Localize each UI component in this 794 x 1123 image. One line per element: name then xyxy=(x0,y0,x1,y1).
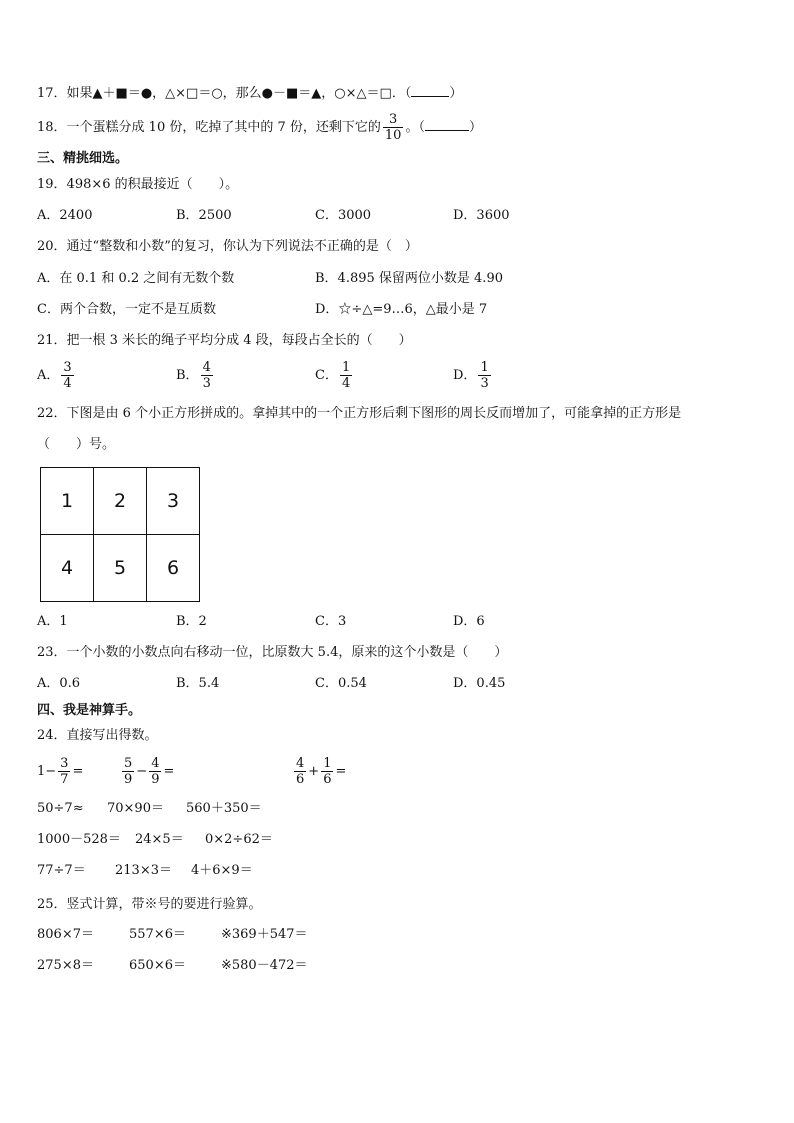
fraction: $\frac{5}{9}$ xyxy=(124,756,133,787)
grid-cell: 4 xyxy=(41,535,94,602)
option-d[interactable]: D．6 xyxy=(453,614,485,629)
question-24-stem: 24．直接写出得数。 xyxy=(37,728,158,743)
question-19-stem: 19．498×6 的积最接近（ ）。 xyxy=(37,177,239,192)
option-a[interactable]: A．在 0.1 和 0.2 之间有无数个数 xyxy=(37,271,235,286)
fraction: $\frac{4}{3}$ xyxy=(202,360,211,391)
question-23-stem: 23．一个小数的小数点向右移动一位，比原数大 5.4，原来的这个小数是（ ） xyxy=(37,645,508,660)
option-b[interactable]: B．5.4 xyxy=(176,676,220,691)
fraction-expression-2: $\frac{5}{9}$ − $\frac{4}{9}$ = xyxy=(124,756,175,787)
fraction: $\frac{3}{10}$ xyxy=(384,112,402,143)
option-a[interactable]: A．0.6 xyxy=(37,676,81,691)
option-c[interactable]: C．3 xyxy=(315,614,347,629)
option-b[interactable]: B． $\frac{4}{3}$ xyxy=(176,360,211,391)
calc-item: 0×2÷62＝ xyxy=(205,832,273,847)
fraction: $\frac{3}{4}$ xyxy=(63,360,72,391)
calc-item: 50÷7≈ xyxy=(37,801,84,816)
question-25-stem: 25．竖式计算，带※号的要进行验算。 xyxy=(37,897,262,912)
calc-item: 24×5＝ xyxy=(135,832,184,847)
option-c[interactable]: C． $\frac{1}{4}$ xyxy=(315,360,351,391)
grid-cell: 2 xyxy=(94,468,147,535)
calc-item: 77÷7＝ xyxy=(37,863,86,878)
fraction: $\frac{3}{7}$ xyxy=(60,756,69,787)
calc-item: ※580－472＝ xyxy=(221,958,308,973)
question-17-text: 17．如果▲＋■＝●，△×□＝○，那么●－■＝▲，○×△＝□． xyxy=(37,86,405,101)
section-3-heading: 三、精挑细选。 xyxy=(37,151,129,166)
grid-cell: 5 xyxy=(94,535,147,602)
question-22-stem-line1: 22．下图是由 6 个小正方形拼成的。拿掉其中的一个正方形后剩下图形的周长反而增加了，可能拿掉的正方形是 xyxy=(37,406,682,421)
square-grid-figure xyxy=(40,467,200,602)
calc-item: 1000－528＝ xyxy=(37,832,121,847)
option-d[interactable]: D．3600 xyxy=(453,208,510,223)
option-c[interactable]: C．3000 xyxy=(315,208,372,223)
calc-item: 806×7＝ xyxy=(37,927,94,942)
question-22-stem-line2: （ ）号。 xyxy=(37,437,116,452)
option-a[interactable]: A．1 xyxy=(37,614,68,629)
grid-cell: 3 xyxy=(147,468,200,535)
calc-item: 650×6＝ xyxy=(129,958,186,973)
section-4-heading: 四、我是神算手。 xyxy=(37,703,142,718)
fraction: $\frac{4}{6}$ xyxy=(296,756,305,787)
calc-item: 275×8＝ xyxy=(37,958,94,973)
calc-item: 557×6＝ xyxy=(129,927,186,942)
question-20-stem: 20．通过“整数和小数”的复习，你认为下列说法不正确的是（ ） xyxy=(37,239,418,254)
question-21-stem: 21．把一根 3 米长的绳子平均分成 4 段，每段占全长的（ ） xyxy=(37,333,412,348)
question-18: 18．一个蛋糕分成 10 份，吃掉了其中的 7 份，还剩下它的 $\frac{3}{10}$ 。（ ） xyxy=(37,112,482,143)
option-c[interactable]: C．两个合数，一定不是互质数 xyxy=(37,302,216,317)
calc-item: 213×3＝ xyxy=(115,863,172,878)
fraction: $\frac{1}{4}$ xyxy=(341,360,351,391)
fraction: $\frac{1}{6}$ xyxy=(323,756,332,787)
calc-item: ※369＋547＝ xyxy=(221,927,308,942)
calc-item: 560＋350＝ xyxy=(186,801,262,816)
answer-blank[interactable] xyxy=(425,117,469,131)
option-d[interactable]: D．☆÷△=9…6，△最小是 7 xyxy=(315,302,488,317)
option-a[interactable]: A．2400 xyxy=(37,208,93,223)
option-c[interactable]: C．0.54 xyxy=(315,676,367,691)
option-b[interactable]: B．2 xyxy=(176,614,207,629)
fraction: $\frac{4}{9}$ xyxy=(151,756,160,787)
fraction: $\frac{1}{3}$ xyxy=(480,360,489,391)
calc-item: 70×90＝ xyxy=(107,801,164,816)
answer-blank[interactable] xyxy=(411,83,449,97)
calc-item: 4＋6×9＝ xyxy=(191,863,253,878)
option-b[interactable]: B．4.895 保留两位小数是 4.90 xyxy=(315,271,503,286)
grid-cell: 1 xyxy=(41,468,94,535)
question-17: 17．如果▲＋■＝●，△×□＝○，那么●－■＝▲，○×△＝□．（ ） xyxy=(37,83,462,103)
option-b[interactable]: B．2500 xyxy=(176,208,232,223)
option-d[interactable]: D． $\frac{1}{3}$ xyxy=(453,360,489,391)
fraction-expression-1: 1− $\frac{3}{7}$ = xyxy=(37,756,84,787)
grid-cell: 6 xyxy=(147,535,200,602)
fraction-expression-3: $\frac{4}{6}$ + $\frac{1}{6}$ = xyxy=(296,756,347,787)
option-a[interactable]: A． $\frac{3}{4}$ xyxy=(37,360,72,391)
option-d[interactable]: D．0.45 xyxy=(453,676,506,691)
